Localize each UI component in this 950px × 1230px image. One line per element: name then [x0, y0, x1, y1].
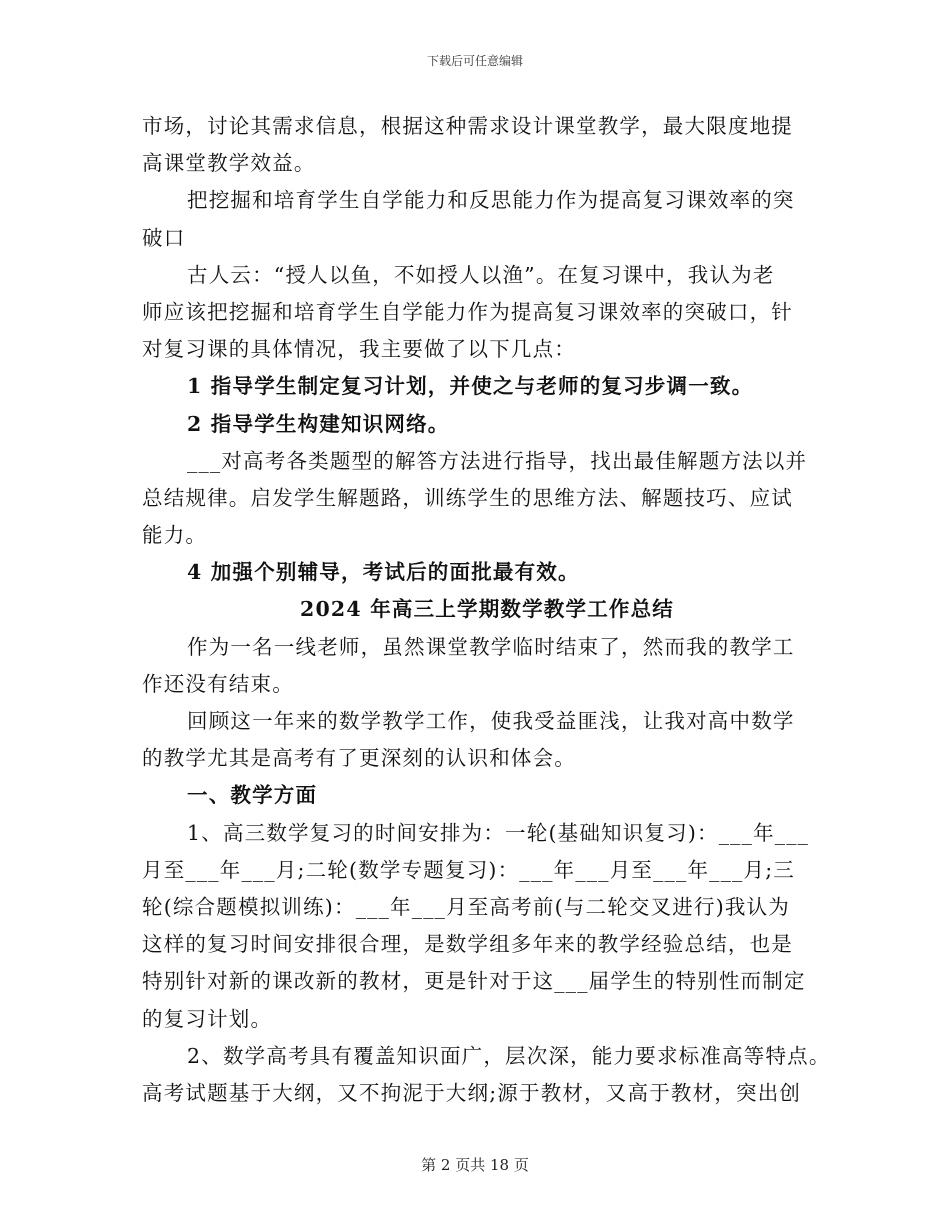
text-line: 破口	[142, 225, 186, 250]
text-line: 把挖掘和培育学生自学能力和反思能力作为提高复习课效率的突	[187, 188, 795, 213]
text-line: ___对高考各类题型的解答方法进行指导，找出最佳解题方法以并	[187, 448, 808, 473]
page-footer: 第 2 页共 18 页	[421, 1156, 529, 1174]
text-line: 月至___年___月;二轮(数学专题复习)：___年___月至___年___月;三	[142, 857, 796, 882]
text-line: 作还没有结束。	[142, 671, 294, 696]
text-line: 一、教学方面	[187, 783, 318, 808]
text-line: 1、高三数学复习的时间安排为：一轮(基础知识复习)：___年___	[187, 820, 810, 845]
text-line: 高考试题基于大纲，又不拘泥于大纲;源于教材，又高于教材，突出创	[142, 1080, 802, 1105]
text-line: 2 指导学生构建知识网络。	[187, 411, 450, 436]
text-line: 能力。	[142, 523, 208, 548]
text-line: 4 加强个别辅导，考试后的面批最有效。	[187, 560, 580, 585]
page-header: 下载后可任意编辑	[426, 54, 523, 68]
text-line: 这样的复习时间安排很合理，是数学组多年来的教学经验总结，也是	[142, 932, 793, 957]
text-line: 总结规律。启发学生解题路，训练学生的思维方法、解题技巧、应试	[142, 485, 793, 510]
text-line: 的复习计划。	[142, 1006, 273, 1031]
text-line: 1 指导学生制定复习计划，并使之与老师的复习步调一致。	[187, 374, 754, 399]
text-line: 市场，讨论其需求信息，根据这种需求设计课堂教学，最大限度地提	[142, 114, 793, 138]
text-line: 的教学尤其是高考有了更深刻的认识和体会。	[142, 746, 576, 771]
document-body	[142, 108, 832, 1112]
text-line: 师应该把挖掘和培育学生自学能力作为提高复习课效率的突破口，针	[142, 299, 793, 324]
text-line: 古人云：“授人以鱼，不如授人以渔”。在复习课中，我认为老	[187, 262, 775, 287]
text-line: 回顾这一年来的数学教学工作，使我受益匪浅，让我对高中数学	[187, 709, 795, 733]
text-line: 轮(综合题模拟训练)：___年___月至高考前(与二轮交叉进行)我认为	[142, 894, 790, 919]
section-title: 2024 年高三上学期数学教学工作总结	[300, 597, 674, 622]
text-line: 作为一名一线老师，虽然课堂教学临时结束了，然而我的教学工	[187, 634, 795, 659]
text-line: 2、数学高考具有覆盖知识面广，层次深，能力要求标准高等特点。	[187, 1043, 831, 1068]
text-line: 高课堂教学效益。	[142, 151, 316, 176]
text-line: 对复习课的具体情况，我主要做了以下几点：	[142, 337, 576, 362]
text-line: 特别针对新的课改新的教材，更是针对于这___届学生的特别性而制定	[142, 969, 806, 994]
